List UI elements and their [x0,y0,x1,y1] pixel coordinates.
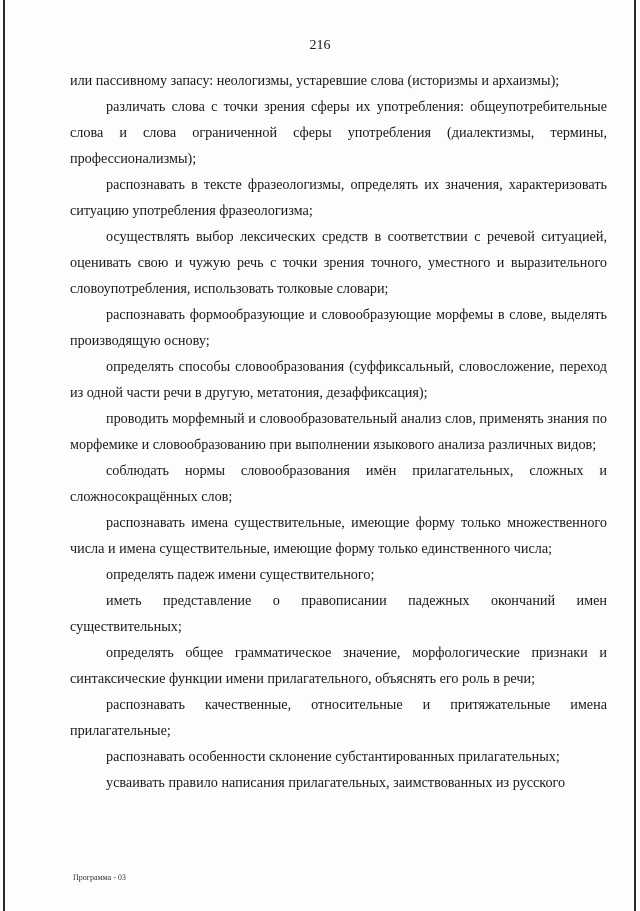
scan-border-right [634,0,636,911]
paragraph: определять способы словообразования (суффиксальный, словосложение, переход из одной части речи в другую, метатония, дезаффиксация); [70,359,607,401]
paragraph-continuation: или пассивному запасу: неологизмы, устаревшие слова (историзмы и архаизмы); [70,73,560,89]
paragraph: различать слова с точки зрения сферы их употребления: общеупотребительные слова и слова ограниченной сферы употребления (диалектизмы, термины, профессионализмы); [70,99,607,167]
paragraph: определять падеж имени существительного; [106,567,375,583]
paragraph: осуществлять выбор лексических средств в соответствии с речевой ситуацией, оценивать свою и чужую речь с точки зрения точного, уместного и выразительного словоупотребления, использовать толковые словари; [70,229,607,297]
paragraph: определять общее грамматическое значение, морфологические признаки и синтаксические функции имени прилагательного, объяснять его роль в речи; [70,645,607,687]
paragraph: проводить морфемный и словообразовательный анализ слов, применять знания по морфемике и словообразованию при выполнении языкового анализа различных видов; [70,411,607,453]
paragraph: усваивать правило написания прилагательных, заимствованных из русского [106,775,566,791]
paragraph: соблюдать нормы словообразования имён прилагательных, сложных и сложносокращённых слов; [70,463,607,505]
paragraph: иметь представление о правописании падежных окончаний имен существительных; [70,593,607,635]
footer-label: Программа - 03 [73,873,126,882]
paragraph: распознавать формообразующие и словообразующие морфемы в слове, выделять производящую основу; [70,307,607,349]
paragraph: распознавать имена существительные, имеющие форму только множественного числа и имена существительные, имеющие форму только единственного числа; [70,515,607,557]
scan-border-left [3,0,5,911]
paragraph: распознавать в тексте фразеологизмы, определять их значения, характеризовать ситуацию употребления фразеологизма; [70,177,607,219]
paragraph: распознавать качественные, относительные и притяжательные имена прилагательные; [70,697,607,739]
paragraph: распознавать особенности склонение субстантированных прилагательных; [106,749,560,765]
page-number: 216 [309,38,331,53]
document-body [70,68,607,796]
